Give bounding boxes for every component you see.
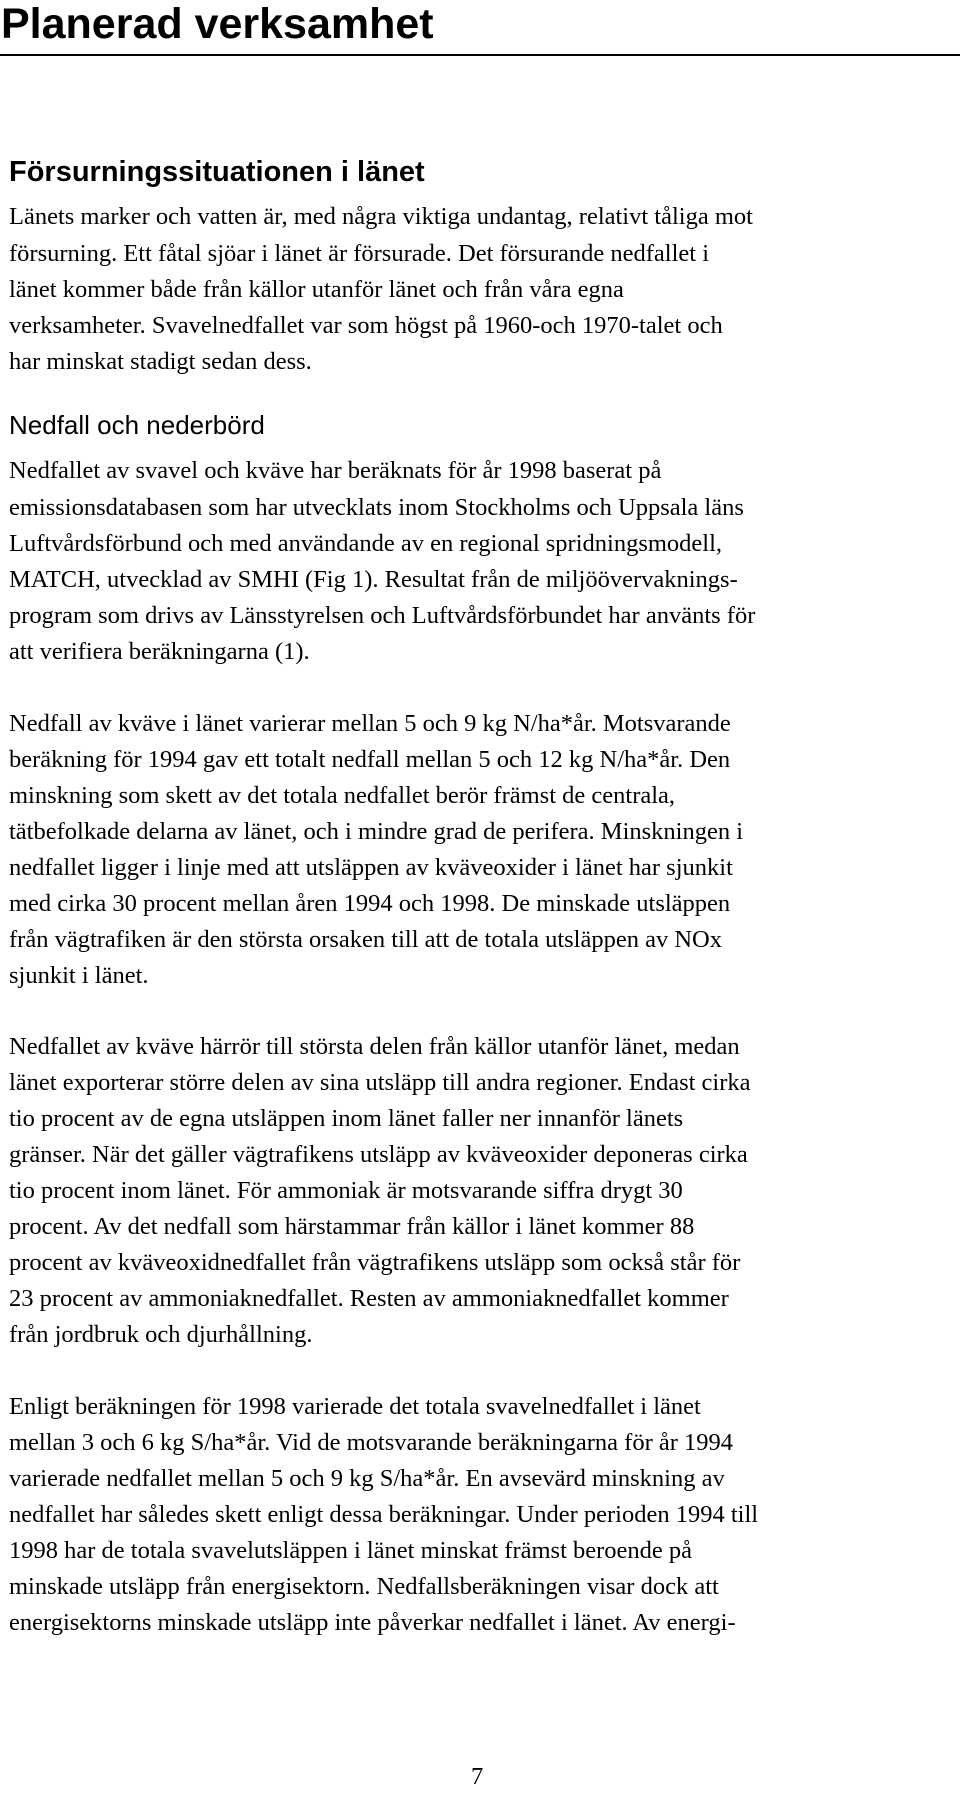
p1-line-3: Luftvårdsförbund och med användande av en regional spridningsmodell, xyxy=(9,530,723,557)
intro-line-4: verksamheter. Svavelnedfallet var som högst på 1960-och 1970-talet och xyxy=(9,312,723,339)
p2-line-3: minskning som skett av det totala nedfallet berör främst de centrala, xyxy=(9,782,676,809)
p3-line-3: tio procent av de egna utsläppen inom länet faller ner innanför länets xyxy=(9,1105,684,1132)
p4-line-6: minskade utsläpp från energisektorn. Nedfallsberäkningen visar dock att xyxy=(9,1573,719,1600)
intro-line-3: länet kommer både från källor utanför länet och från våra egna xyxy=(9,276,624,303)
p1-line-1: Nedfallet av svavel och kväve har beräknats för år 1998 baserat på xyxy=(9,457,662,484)
p3-line-9: från jordbruk och djurhållning. xyxy=(9,1321,313,1348)
p1-line-6: att verifiera beräkningarna (1). xyxy=(9,638,310,665)
p3-line-8: 23 procent av ammoniaknedfallet. Resten av ammoniaknedfallet kommer xyxy=(9,1285,729,1312)
page-number: 7 xyxy=(471,1763,484,1790)
p2-line-1: Nedfall av kväve i länet varierar mellan 5 och 9 kg N/ha*år. Motsvarande xyxy=(9,710,731,737)
p2-line-6: med cirka 30 procent mellan åren 1994 och 1998. De minskade utsläppen xyxy=(9,890,731,917)
p3-line-1: Nedfallet av kväve härrör till största delen från källor utanför länet, medan xyxy=(9,1033,740,1060)
p3-line-7: procent av kväveoxidnedfallet från vägtrafikens utsläpp som också står för xyxy=(9,1249,741,1276)
p1-line-2: emissionsdatabasen som har utvecklats inom Stockholms och Uppsala läns xyxy=(9,494,744,521)
p2-line-2: beräkning för 1994 gav ett totalt nedfall mellan 5 och 12 kg N/ha*år. Den xyxy=(9,746,731,773)
p2-line-7: från vägtrafiken är den största orsaken till att de totala utsläppen av NOx xyxy=(9,926,722,953)
intro-line-2: försurning. Ett fåtal sjöar i länet är försurade. Det försurande nedfallet i xyxy=(9,240,710,267)
section-heading: Försurningssituationen i länet xyxy=(9,156,425,188)
p2-line-5: nedfallet ligger i linje med att utsläppen av kväveoxider i länet har sjunkit xyxy=(9,854,733,881)
title-divider xyxy=(0,54,960,56)
subsection-heading: Nedfall och nederbörd xyxy=(9,410,265,440)
p2-line-4: tätbefolkade delarna av länet, och i mindre grad de perifera. Minskningen i xyxy=(9,818,744,845)
p4-line-1: Enligt beräkningen för 1998 varierade det totala svavelnedfallet i länet xyxy=(9,1393,701,1420)
p1-line-4: MATCH, utvecklad av SMHI (Fig 1). Resultat från de miljöövervaknings- xyxy=(9,566,738,593)
p4-line-5: 1998 har de totala svavelutsläppen i länet minskat främst beroende på xyxy=(9,1537,693,1564)
p3-line-6: procent. Av det nedfall som härstammar från källor i länet kommer 88 xyxy=(9,1213,695,1240)
page-title: Planerad verksamhet xyxy=(1,0,434,48)
p4-line-7: energisektorns minskade utsläpp inte påverkar nedfallet i länet. Av energi- xyxy=(9,1609,736,1636)
p3-line-4: gränser. När det gäller vägtrafikens utsläpp av kväveoxider deponeras cirka xyxy=(9,1141,748,1168)
p1-line-5: program som drivs av Länsstyrelsen och Luftvårdsförbundet har använts för xyxy=(9,602,756,629)
p4-line-4: nedfallet har således skett enligt dessa beräkningar. Under perioden 1994 till xyxy=(9,1501,759,1528)
p3-line-2: länet exporterar större delen av sina utsläpp till andra regioner. Endast cirka xyxy=(9,1069,751,1096)
p2-line-8: sjunkit i länet. xyxy=(9,962,149,989)
p4-line-3: varierade nedfallet mellan 5 och 9 kg S/ha*år. En avsevärd minskning av xyxy=(9,1465,725,1492)
intro-line-1: Länets marker och vatten är, med några viktiga undantag, relativt tåliga mot xyxy=(9,203,753,230)
p3-line-5: tio procent inom länet. För ammoniak är motsvarande siffra drygt 30 xyxy=(9,1177,683,1204)
p4-line-2: mellan 3 och 6 kg S/ha*år. Vid de motsvarande beräkningarna för år 1994 xyxy=(9,1429,734,1456)
intro-line-5: har minskat stadigt sedan dess. xyxy=(9,348,312,375)
